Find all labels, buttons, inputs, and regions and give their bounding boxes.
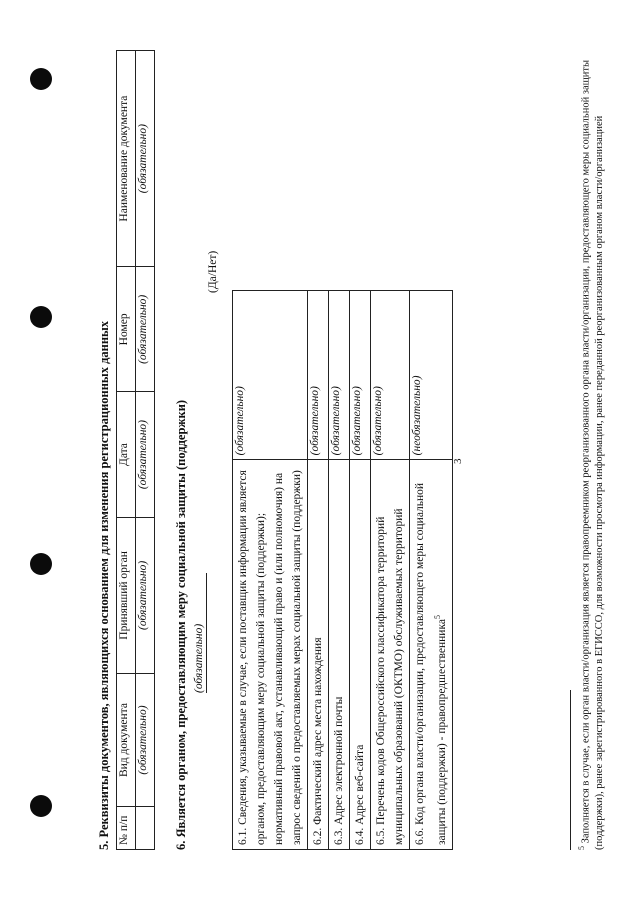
cell-doc-name: (обязательно) [136, 51, 155, 267]
section-6-title: 6. Является органом, предоставляющим меру социальной защиты (поддержки) [174, 399, 188, 850]
col-header-number: № п/п [117, 807, 136, 850]
col-header-doc-number: Номер [117, 267, 136, 392]
footnote-separator [570, 690, 571, 850]
row-label-6-2: 6.2. Фактический адрес места нахождения [308, 460, 329, 850]
table-row [136, 51, 155, 850]
row-value-6-4: (обязательно) [350, 291, 371, 460]
page-number: 3 [452, 458, 464, 464]
social-protection-table [232, 290, 453, 850]
footnote-text: Заполняется в случае, если орган власти/организация является правопреемником реорганизованного органа власти/организации, предоставляющего меры социальной защиты (поддержки), ранее зарегистрированного в ЕГИССО, для возможности просмотра информации, ранее переданной реорганизованным органом власти/организацией [580, 59, 605, 850]
row-label-6-6 [410, 460, 453, 850]
row-label-6-4: 6.4. Адрес веб-сайта [350, 460, 371, 850]
table-header-row [117, 51, 136, 850]
row-label-6-1: 6.1. Сведения, указываемые в случае, если поставщик информации является органом, предоставляющим меру социальной защиты (поддержки); нормативный правовой акт, устанавливающий право и (или полномочия) на запрос сведений о предоставляемых мерах социальной защиты (поддержки) [233, 460, 308, 850]
row-label-6-6-text: 6.6. Код органа власти/организации, предоставляющего меры социальной защиты (поддержки) - правопредшественника [414, 482, 448, 845]
table-row [371, 291, 410, 850]
section-5-title: 5. Реквизиты документов, являющихся основанием для изменения регистрационных данных [97, 320, 111, 850]
col-header-doc-type: Вид документа [117, 674, 136, 807]
row-value-6-6: (необязательно) [410, 291, 453, 460]
section-6-required-label: (обязательно) [193, 623, 205, 693]
table-row [233, 291, 308, 850]
table-row [308, 291, 329, 850]
col-header-date: Дата [117, 392, 136, 517]
cell-date: (обязательно) [136, 392, 155, 517]
table-row [329, 291, 350, 850]
cell-doc-number: (обязательно) [136, 267, 155, 392]
row-value-6-5: (обязательно) [371, 291, 410, 460]
row-value-6-2: (обязательно) [308, 291, 329, 460]
table-row [410, 291, 453, 850]
footnote [575, 60, 606, 850]
footnote-mark: 5 [577, 846, 586, 850]
footnote-ref: 5 [433, 615, 442, 620]
cell-doc-type: (обязательно) [136, 674, 155, 807]
answer-underline [206, 573, 207, 693]
row-value-6-1: (обязательно) [233, 291, 308, 460]
yes-no-hint: (Да/Нет) [207, 250, 219, 293]
registration-documents-table [116, 50, 155, 850]
row-label-6-3: 6.3. Адрес электронной почты [329, 460, 350, 850]
col-header-doc-name: Наименование документа [117, 51, 136, 267]
table-row [350, 291, 371, 850]
row-value-6-3: (обязательно) [329, 291, 350, 460]
col-header-issuing-body: Принявший орган [117, 517, 136, 673]
row-label-6-5: 6.5. Перечень кодов Общероссийского классификатора территорий муниципальных образований (ОКТМО) обслуживаемых территорий [371, 460, 410, 850]
cell-number [136, 807, 155, 850]
cell-issuing-body: (обязательно) [136, 517, 155, 673]
